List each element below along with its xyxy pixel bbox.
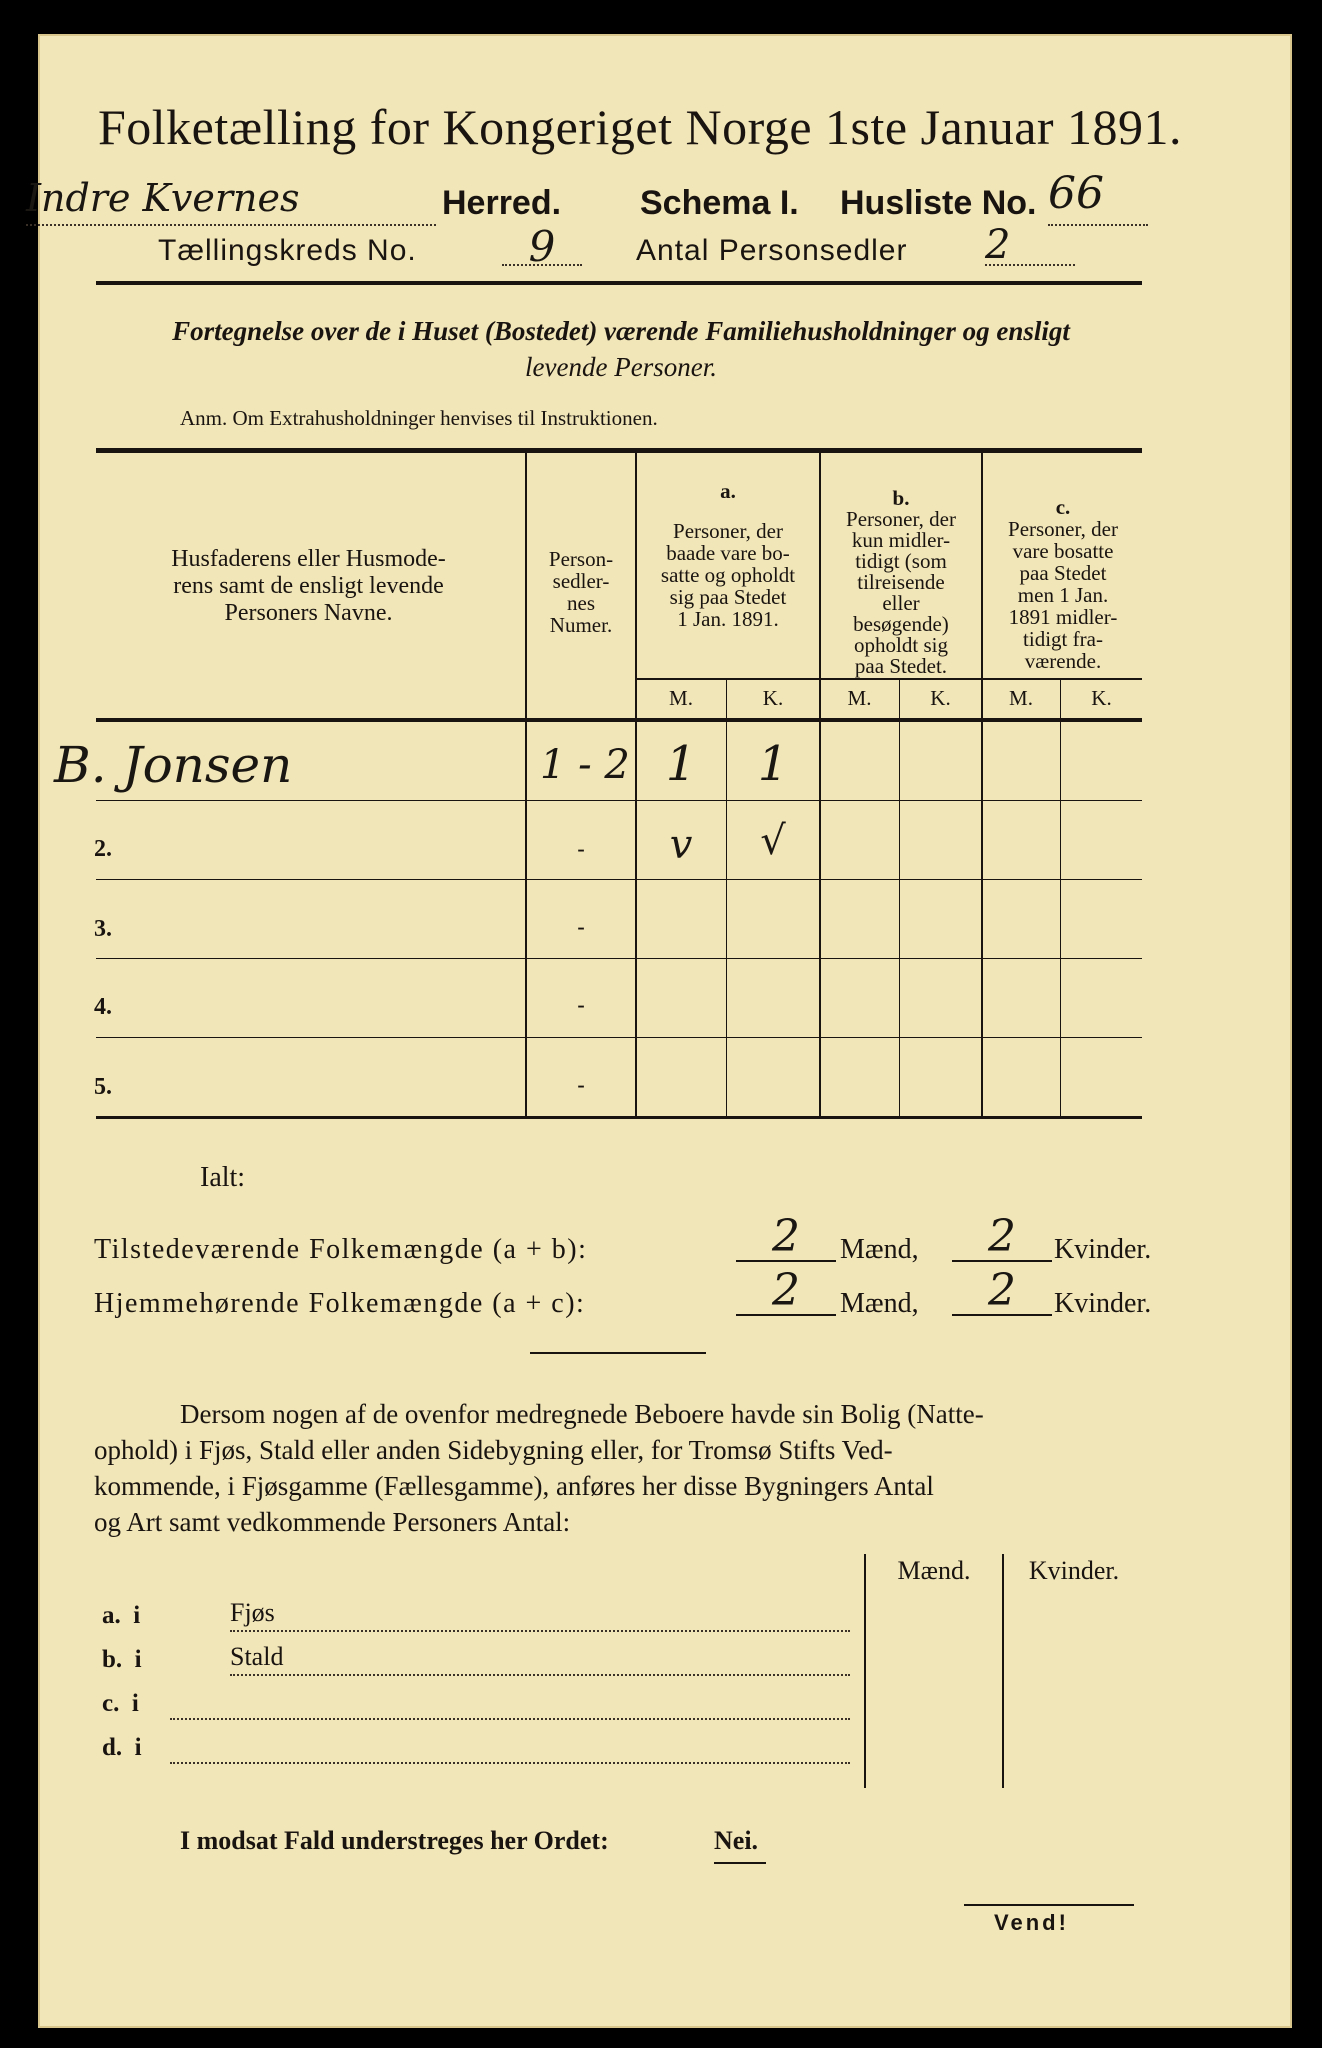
outbuildings-kvinder-header: Kvinder. <box>1028 1556 1120 1585</box>
m-label: M. <box>669 686 693 710</box>
form-title: Folketælling for Kongeriget Norge 1ste Januar 1891. <box>97 99 1183 155</box>
table-top-rule <box>96 448 1142 453</box>
col-num-header <box>528 548 634 636</box>
header-line: værende. <box>1024 649 1102 673</box>
section-divider <box>530 1352 706 1354</box>
item-d <box>170 1730 850 1764</box>
outbuildings-divider <box>864 1554 866 1788</box>
header-line: Husfaderens eller Husmode- <box>171 546 446 572</box>
hjemme-kvinder-value: 2 <box>952 1268 1052 1316</box>
maend-label: Mænd, <box>840 1234 919 1265</box>
row-a-k: √ <box>760 818 786 864</box>
m-label: M. <box>847 686 872 710</box>
personsedler-field: 2 <box>985 222 1075 266</box>
census-form <box>26 34 1292 2028</box>
row-name: B. Jonsen <box>54 736 293 794</box>
ialt-label: Ialt: <box>200 1162 246 1193</box>
item-letter: c. i <box>102 1690 139 1717</box>
header-line: eller <box>882 591 920 615</box>
col-a-header <box>638 480 818 630</box>
intro-line2: levende Personer. <box>525 352 717 382</box>
table-header-rule <box>96 718 1142 722</box>
col-name-header <box>96 546 521 627</box>
header-line: 1 Jan. 1891. <box>677 607 779 631</box>
husliste-label: Husliste No. <box>840 184 1037 222</box>
header-letter: c. <box>1055 495 1071 519</box>
col-divider <box>899 678 900 1118</box>
table-bottom-rule <box>96 1116 1142 1119</box>
header-line: satte og opholdt <box>660 563 796 587</box>
col-c-header <box>984 496 1142 672</box>
row-a-m: 1 <box>665 736 697 792</box>
header-line: 1891 midler- <box>1008 605 1118 629</box>
tilstede-kvinder-value: 2 <box>952 1214 1052 1262</box>
kreds-field: 9 <box>502 222 582 266</box>
paragraph-line: Dersom nogen af de ovenfor medregnede Beboere havde sin Bolig (Natte- <box>180 1399 984 1429</box>
hjemme-label: Hjemmehørende Folkemængde (a + c): <box>94 1288 586 1319</box>
mk-rule <box>636 678 1142 680</box>
hjemme-maend-value: 2 <box>736 1268 836 1316</box>
header-line: paa Stedet. <box>854 654 948 678</box>
husliste-field: 66 <box>1048 168 1148 226</box>
header-rule <box>96 281 1142 285</box>
header-line: tilreisende <box>857 570 945 594</box>
row-num: - <box>577 992 585 1017</box>
col-divider <box>819 452 821 1118</box>
kreds-label: Tællingskreds No. <box>158 234 417 267</box>
header-line: Person- <box>548 547 614 571</box>
header-line: Personer, der <box>846 507 956 531</box>
k-label: K. <box>930 686 951 710</box>
row-num: 1 - 2 <box>540 742 630 788</box>
header-line: vare bosatte <box>1012 539 1114 563</box>
header-line: tidigt fra- <box>1023 627 1103 651</box>
kvinder-label: Kvinder. <box>1054 1288 1152 1319</box>
row-rule <box>96 800 1142 801</box>
item-letter: a. i <box>102 1602 141 1629</box>
header-line: nes <box>567 591 595 615</box>
header-line: paa Stedet <box>1019 561 1107 585</box>
paragraph-line: ophold) i Fjøs, Stald eller anden Sidebygning eller, for Tromsø Stifts Ved- <box>94 1435 893 1465</box>
header-line: Personers Navne. <box>224 600 393 626</box>
header-line: opholdt sig <box>854 633 948 657</box>
header-line: Numer. <box>549 613 613 637</box>
tilstede-maend-value: 2 <box>736 1214 836 1262</box>
header-line: sig paa Stedet <box>669 585 787 609</box>
schema-label: Schema I. <box>640 184 799 222</box>
row-number: 3. <box>94 916 112 942</box>
anm-note: Anm. Om Extrahusholdninger henvises til Instruktionen. <box>180 406 658 430</box>
col-divider <box>525 452 527 1118</box>
modsat-label: I modsat Fald understreges her Ordet: <box>180 1826 609 1855</box>
header-line: Personer, der <box>1008 517 1118 541</box>
vend-rule <box>964 1904 1134 1906</box>
row-number: 4. <box>94 994 112 1020</box>
header-line: sedler- <box>552 569 610 593</box>
header-line: baade vare bo- <box>666 541 790 565</box>
vend-label: Vend! <box>994 1910 1069 1935</box>
row-num: - <box>577 1072 585 1097</box>
personsedler-label: Antal Personsedler <box>636 234 908 267</box>
herred-label: Herred. <box>442 184 562 222</box>
k-label: K. <box>1091 686 1112 710</box>
header-line: kun midler- <box>851 528 951 552</box>
outbuildings-divider <box>1002 1554 1004 1788</box>
header-letter: a. <box>720 479 736 503</box>
k-label: K. <box>762 686 784 710</box>
nei-word: Nei. <box>714 1826 766 1864</box>
header-letter: b. <box>892 486 910 510</box>
header-line: besøgende) <box>853 612 949 636</box>
row-number: 5. <box>94 1074 112 1100</box>
row-rule <box>96 1037 1142 1038</box>
header-line: men 1 Jan. <box>1017 583 1109 607</box>
header-line: Personer, der <box>673 519 783 543</box>
maend-label: Mænd, <box>840 1288 919 1319</box>
item-c <box>170 1686 850 1720</box>
col-b-header <box>822 488 980 677</box>
row-number: 2. <box>94 836 112 862</box>
outbuildings-maend-header: Mænd. <box>897 1556 971 1585</box>
row-num: - <box>577 836 585 861</box>
row-a-k: 1 <box>757 736 789 792</box>
header-line: tidigt (som <box>855 549 947 573</box>
herred-field: Indre Kvernes <box>26 176 436 226</box>
m-label: M. <box>1009 686 1033 710</box>
col-divider <box>981 452 983 1118</box>
kvinder-label: Kvinder. <box>1054 1234 1152 1265</box>
intro-line1: Fortegnelse over de i Huset (Bostedet) værende Familiehusholdninger og ensligt <box>172 316 1070 346</box>
item-letter: b. i <box>102 1646 142 1673</box>
outbuildings-paragraph <box>94 1396 1144 1540</box>
row-num: - <box>577 914 585 939</box>
paragraph-line: og Art samt vedkommende Personers Antal: <box>94 1507 571 1537</box>
header-line: rens samt de ensligt levende <box>173 573 444 599</box>
item-stald: Stald <box>230 1642 850 1676</box>
row-rule <box>96 879 1142 880</box>
paragraph-line: kommende, i Fjøsgamme (Fællesgamme), anføres her disse Bygningers Antal <box>94 1471 934 1501</box>
row-rule <box>96 958 1142 959</box>
item-fjos: Fjøs <box>230 1598 850 1632</box>
row-a-m: v <box>669 822 693 868</box>
col-divider <box>1060 678 1061 1118</box>
tilstede-label: Tilstedeværende Folkemængde (a + b): <box>94 1234 588 1265</box>
item-letter: d. i <box>102 1734 142 1761</box>
